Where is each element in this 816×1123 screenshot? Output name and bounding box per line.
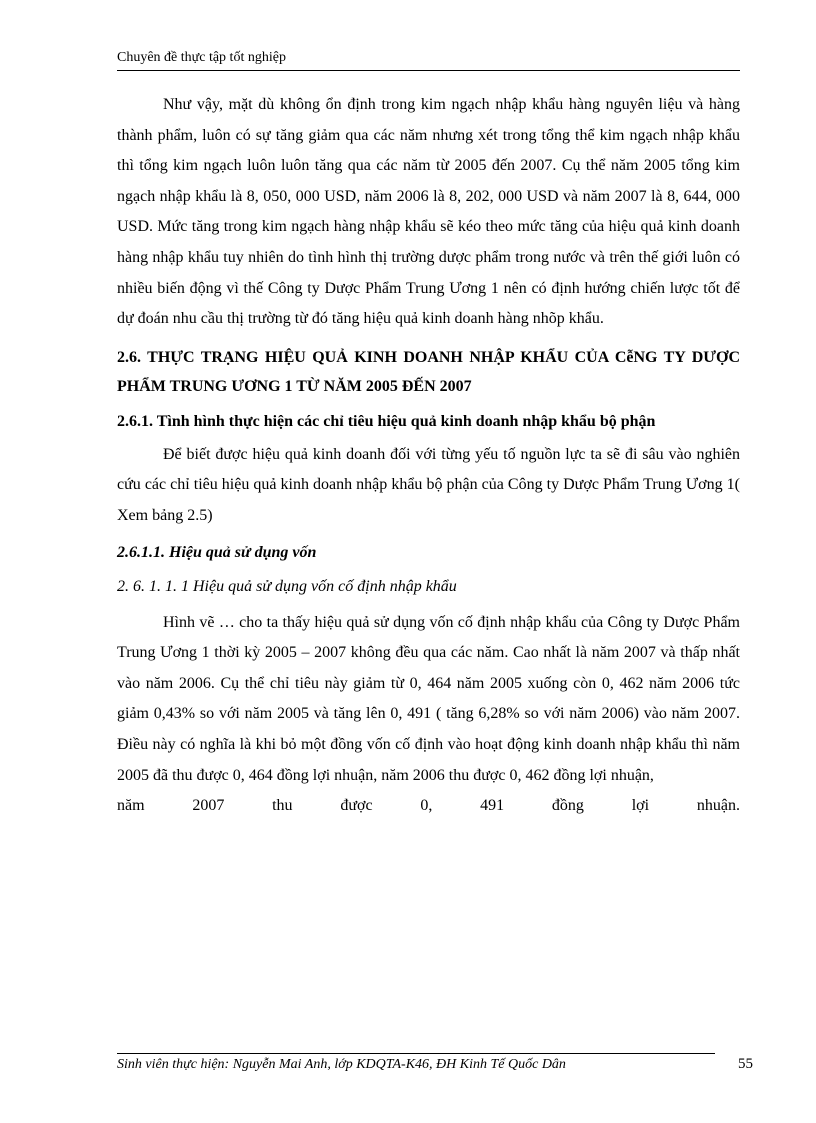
section-heading-2-6-1: 2.6.1. Tình hình thực hiện các chỉ tiêu hiệu quả kinh doanh nhập khẩu bộ phận — [117, 412, 656, 430]
footer-divider — [117, 1053, 715, 1054]
last-line-word: 0, — [420, 797, 433, 815]
footer-author: Sinh viên thực hiện: Nguyễn Mai Anh, lớp KDQTA-K46, ĐH Kinh Tế Quốc Dân — [117, 1057, 566, 1072]
section-heading-2-6: 2.6. THỰC TRẠNG HIỆU QUẢ KINH DOANH NHẬP KHẨU CỦA CễNG TY DƯỢC PHẨM TRUNG ƯƠNG 1 TỪ NĂM 2005 ĐẾN 2007 — [117, 348, 740, 395]
page-header — [117, 48, 740, 71]
section-heading-2-6-1-1-1: 2. 6. 1. 1. 1 Hiệu quả sử dụng vốn cố định nhập khẩu — [117, 577, 457, 595]
last-line-word: lợi — [631, 797, 650, 815]
last-line-word: đồng — [551, 797, 584, 815]
paragraph-fixed-capital: Hình vẽ … cho ta thấy hiệu quả sử dụng vốn cố định nhập khẩu của Công ty Dược Phẩm Trung Ương 1 thời kỳ 2005 – 2007 không đều qua các năm. Cao nhất là năm 2007 và thấp nhất vào năm 2006. Cụ thể chỉ tiêu này giảm từ 0, 464 năm 2005 xuống còn 0, 462 năm 2006 tức giảm 0,43% so với năm 2005 và tăng lên 0, 491 ( tăng 6,28% so với năm 2006) vào năm 2007. Điều này có nghĩa là khi bỏ một đồng vốn cố định vào hoạt động kinh doanh nhập khẩu thì năm 2005 đã thu được 0, 464 đồng lợi nhuận, năm 2006 thu được 0, 462 đồng lợi nhuận, — [117, 613, 740, 784]
page-number: 55 — [738, 1056, 753, 1072]
paragraph-import-turnover: Như vậy, mặt dù không ổn định trong kim ngạch nhập khẩu hàng nguyên liệu và hàng thành phẩm, luôn có sự tăng giảm qua các năm nhưng xét trong tổng thể kim ngạch nhập khẩu thì tổng kim ngạch luôn luôn tăng qua các năm từ 2005 đến 2007. Cụ thể năm 2005 tổng kim ngạch nhập khẩu là 8, 050, 000 USD, năm 2006 là 8, 202, 000 USD và năm 2007 là 8, 644, 000 USD. Mức tăng trong kim ngạch hàng nhập khẩu sẽ kéo theo mức tăng của hiệu quả kinh doanh hàng nhập khẩu tuy nhiên do tình hình thị trường dược phẩm trong nước và trên thế giới luôn có nhiều biến động vì thế Công ty Dược Phẩm Trung Ương 1 nên có định hướng chiến lược tốt để dự đoán nhu cầu thị trường từ đó tăng hiệu quả kinh doanh hàng nhõp khẩu. — [117, 96, 740, 328]
last-line-word: năm — [117, 797, 145, 815]
last-line-word: thu — [272, 797, 293, 815]
page-content — [117, 90, 740, 822]
paragraph-indicator-intro: Để biết được hiệu quả kinh doanh đối với từng yếu tố nguồn lực ta sẽ đi sâu vào nghiên cứu các chỉ tiêu hiệu quả kinh doanh nhập khẩu bộ phận của Công ty Dược Phẩm Trung Ương 1( Xem bảng 2.5) — [117, 445, 740, 524]
header-title: Chuyên đề thực tập tốt nghiệp — [117, 50, 286, 65]
last-line-word: được — [340, 797, 373, 815]
paragraph-last-line — [117, 791, 740, 822]
last-line-word: nhuận. — [696, 797, 740, 815]
last-line-word: 491 — [480, 797, 505, 815]
section-heading-2-6-1-1: 2.6.1.1. Hiệu quả sử dụng vốn — [117, 543, 317, 561]
last-line-word: 2007 — [192, 797, 225, 815]
